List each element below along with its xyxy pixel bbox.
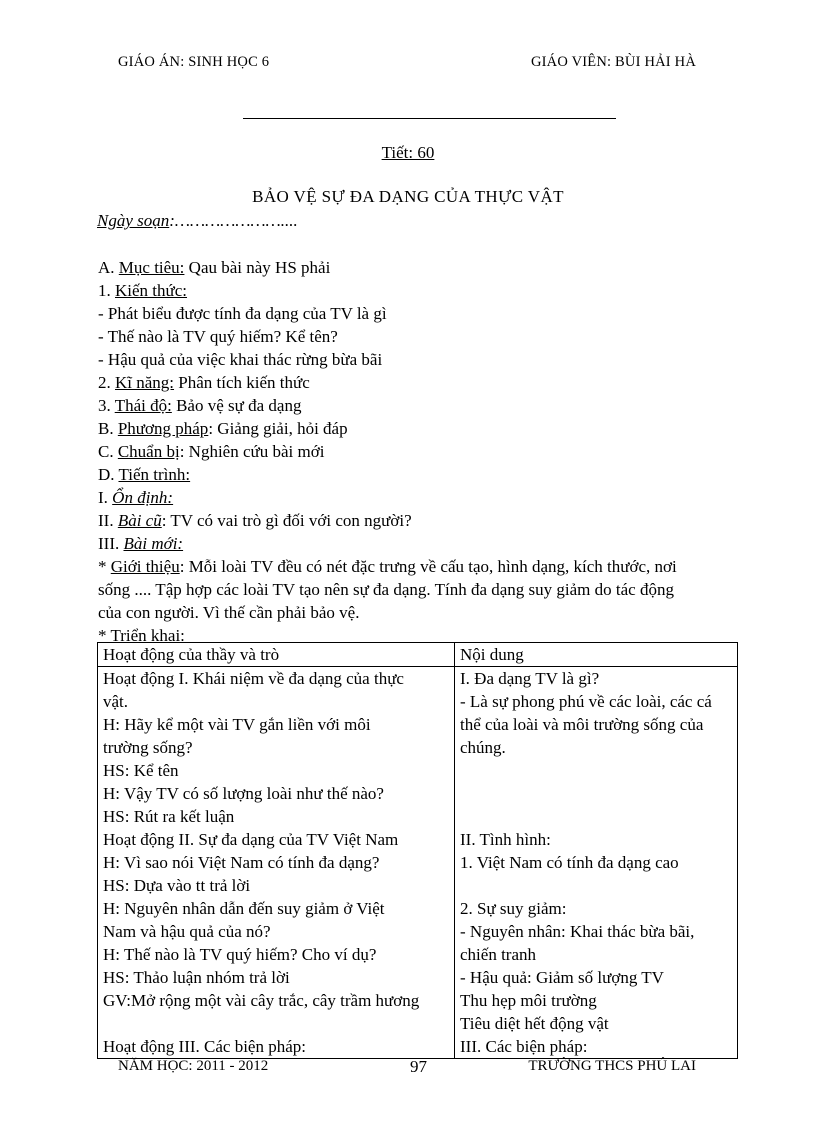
activity-line: Hoạt động II. Sự đa dạng của TV Việt Nam xyxy=(103,830,399,849)
content-line xyxy=(460,805,732,828)
content-line: - Hậu quả: Giảm số lượng TV xyxy=(460,968,664,987)
activity-line: H: Thế nào là TV quý hiếm? Cho ví dụ? xyxy=(103,945,377,964)
preparation-line xyxy=(98,440,738,463)
activity-line: HS: Dựa vào tt trả lời xyxy=(103,876,251,895)
process-label: Tiến trình: xyxy=(118,465,191,484)
knowledge-label: Kiến thức: xyxy=(115,281,188,300)
method-text: : Giảng giải, hỏi đáp xyxy=(208,419,348,438)
lesson-text: Tiết: 60 xyxy=(381,143,435,162)
objective-line xyxy=(98,256,738,279)
old-lesson-label: Bài cũ xyxy=(117,511,162,530)
activity-line: GV:Mở rộng một vài cây trắc, cây trầm hương xyxy=(103,991,420,1010)
skills-line xyxy=(98,371,738,394)
stabilize-prefix: I. xyxy=(98,488,113,507)
process-line xyxy=(98,463,738,486)
header-right: GIÁO VIÊN: BÙI HẢI HÀ xyxy=(530,54,696,70)
skills-label: Kĩ năng: xyxy=(115,373,175,392)
content-line xyxy=(460,759,732,782)
content-line: Thu hẹp môi trường xyxy=(460,991,597,1010)
footer-school: TRƯỜNG THCS PHÚ LAI xyxy=(528,1058,696,1074)
method-prefix: B. xyxy=(98,419,118,438)
objective-label: Mục tiêu: xyxy=(118,258,185,277)
intro-line: sống .... Tập hợp các loài TV tạo nên sự đa dạng. Tính đa dạng suy giảm do tác động xyxy=(98,580,674,599)
content-line xyxy=(460,782,732,805)
intro-line xyxy=(98,555,738,578)
content-line: 1. Việt Nam có tính đa dạng cao xyxy=(460,853,679,872)
objective-prefix: A. xyxy=(98,258,119,277)
intro-text: : Mỗi loài TV đều có nét đặc trưng về cấu tạo, hình dạng, kích thước, nơi xyxy=(179,557,677,576)
attitude-line xyxy=(98,394,738,417)
activity-line xyxy=(103,1012,449,1035)
content-line: chiến tranh xyxy=(460,945,536,964)
knowledge-item: - Hậu quả của việc khai thác rừng bừa bãi xyxy=(98,350,383,369)
knowledge-line xyxy=(98,279,738,302)
new-lesson-line xyxy=(98,532,738,555)
intro-line: của con người. Vì thế cần phải bảo vệ. xyxy=(98,603,360,622)
new-lesson-prefix: III. xyxy=(98,534,124,553)
activity-line: H: Vì sao nói Việt Nam có tính đa dạng? xyxy=(103,853,380,872)
content-cell xyxy=(455,667,738,1059)
activity-line: Nam và hậu quả của nó? xyxy=(103,922,271,941)
table-header-row xyxy=(98,643,738,667)
stabilize-label: Ổn định: xyxy=(112,488,174,507)
knowledge-item: - Phát biểu được tính đa dạng của TV là gì xyxy=(98,304,387,323)
activity-table xyxy=(97,642,738,1059)
header-rule xyxy=(243,118,616,119)
intro-prefix: * xyxy=(98,557,111,576)
method-line xyxy=(98,417,738,440)
activity-line: HS: Rút ra kết luận xyxy=(103,807,235,826)
method-label: Phương pháp xyxy=(117,419,209,438)
content-line: Tiêu diệt hết động vật xyxy=(460,1014,609,1033)
knowledge-prefix: 1. xyxy=(98,281,115,300)
attitude-label: Thái độ: xyxy=(114,396,172,415)
preparation-label: Chuẩn bị xyxy=(117,442,180,461)
activity-line: Hoạt động I. Khái niệm về đa dạng của thực xyxy=(103,669,404,688)
table-header-activities: Hoạt động của thầy và trò xyxy=(98,643,455,667)
objective-text: Qau bài này HS phải xyxy=(184,258,331,277)
new-lesson-label: Bài mới: xyxy=(123,534,184,553)
deploy-line: * Triển khai: xyxy=(98,626,185,645)
activity-line: H: Hãy kể một vài TV gắn liền với môi xyxy=(103,715,371,734)
content-line xyxy=(460,874,732,897)
stabilize-line xyxy=(98,486,738,509)
lesson-body xyxy=(98,256,738,647)
skills-prefix: 2. xyxy=(98,373,115,392)
preparation-prefix: C. xyxy=(98,442,118,461)
intro-label: Giới thiệu xyxy=(110,557,180,576)
activity-line: HS: Thảo luận nhóm trả lời xyxy=(103,968,290,987)
activity-line: Hoạt động III. Các biện pháp: xyxy=(103,1037,306,1056)
attitude-prefix: 3. xyxy=(98,396,115,415)
activity-line: vật. xyxy=(103,692,129,711)
attitude-text: Bảo vệ sự đa dạng xyxy=(171,396,302,415)
content-line: I. Đa dạng TV là gì? xyxy=(460,669,600,688)
date-label: Ngày soạn xyxy=(97,211,170,230)
process-prefix: D. xyxy=(98,465,119,484)
activity-line: trường sống? xyxy=(103,738,193,757)
old-lesson-text: : TV có vai trò gì đối với con người? xyxy=(161,511,412,530)
lesson-number xyxy=(0,143,816,163)
content-line: II. Tình hình: xyxy=(460,830,551,849)
activity-line: HS: Kể tên xyxy=(103,761,179,780)
date-value: :………………….... xyxy=(169,211,298,230)
footer-school-year: NĂM HỌC: 2011 - 2012 xyxy=(118,1058,269,1074)
content-line: 2. Sự suy giảm: xyxy=(460,899,567,918)
preparation-text: : Nghiên cứu bài mới xyxy=(179,442,325,461)
content-line: thể của loài và môi trường sống của xyxy=(460,715,704,734)
content-line: III. Các biện pháp: xyxy=(460,1037,588,1056)
activity-line: H: Vậy TV có số lượng loài như thế nào? xyxy=(103,784,384,803)
content-line: - Nguyên nhân: Khai thác bừa bãi, xyxy=(460,922,695,941)
old-lesson-prefix: II. xyxy=(98,511,118,530)
skills-text: Phân tích kiến thức xyxy=(174,373,310,392)
activities-cell xyxy=(98,667,455,1059)
content-line: - Là sự phong phú về các loài, các cá xyxy=(460,692,712,711)
page-title: BẢO VỆ SỰ ĐA DẠNG CỦA THỰC VẬT xyxy=(252,187,564,206)
old-lesson-line xyxy=(98,509,738,532)
table-row xyxy=(98,667,738,1059)
table-header-content: Nội dung xyxy=(455,643,738,667)
content-line: chúng. xyxy=(460,738,506,757)
knowledge-item: - Thế nào là TV quý hiếm? Kể tên? xyxy=(98,327,338,346)
activity-line: H: Nguyên nhân dẫn đến suy giảm ở Việt xyxy=(103,899,385,918)
header-left: GIÁO ÁN: SINH HỌC 6 xyxy=(118,54,270,70)
date-line xyxy=(97,211,298,231)
page-number: 97 xyxy=(410,1057,427,1076)
